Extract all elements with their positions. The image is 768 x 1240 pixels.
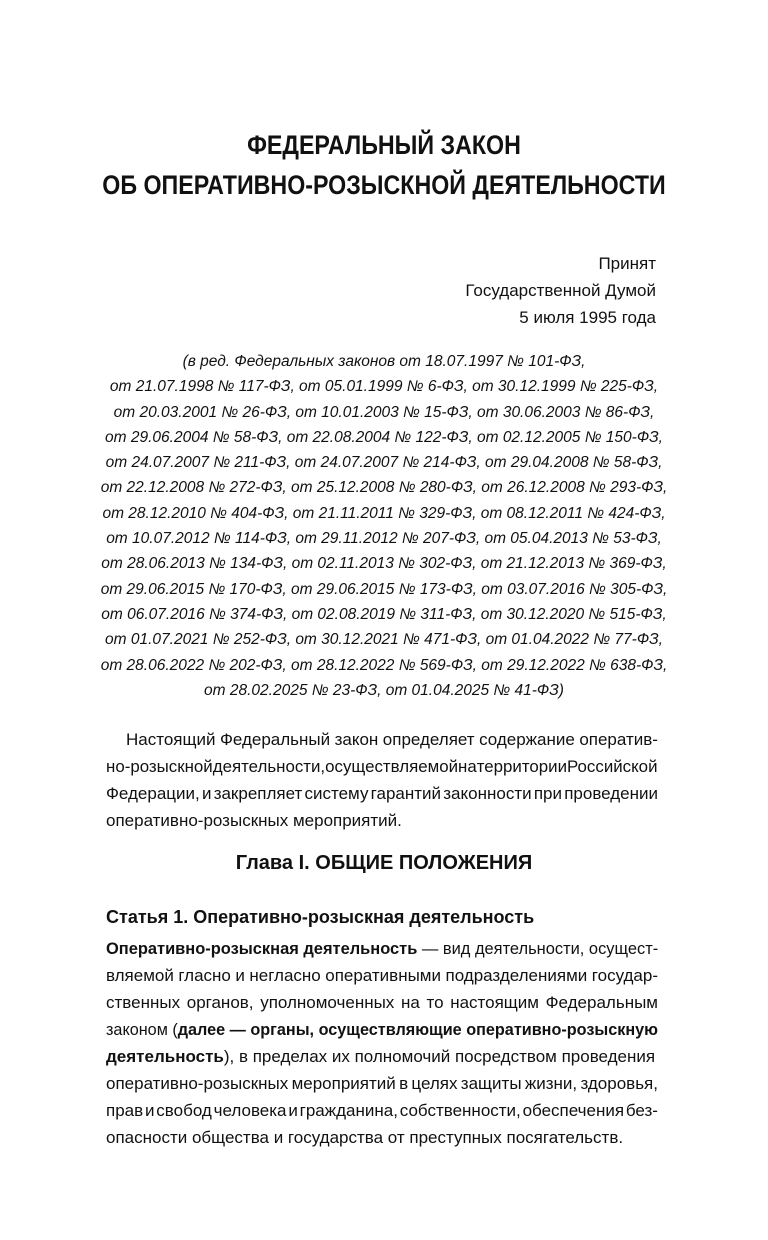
amendment-line: от 21.07.1998 № 117-ФЗ, от 05.01.1999 № 6-ФЗ, от 30.12.1999 № 225-ФЗ, (109, 378, 659, 396)
amendment-line: от 24.07.2007 № 211-ФЗ, от 24.07.2007 № 214-ФЗ, от 29.04.2008 № 58-ФЗ, (105, 454, 663, 472)
amendment-line: (в ред. Федеральных законов от 18.07.1997 № 101-ФЗ, (182, 353, 586, 370)
word: защиты (460, 1074, 522, 1093)
word: негласно (249, 966, 321, 985)
word: обеспечения (522, 1101, 625, 1120)
amendment-line: от 28.06.2013 № 134-ФЗ, от 02.11.2013 № 302-ФЗ, от 21.12.2013 № 369-ФЗ, (101, 555, 667, 573)
word: и (235, 966, 245, 985)
article-1-paragraph (106, 935, 658, 1151)
paragraph-line (106, 780, 658, 807)
word: закрепляет (213, 784, 303, 803)
word: территории (476, 757, 568, 776)
paragraph-line (106, 1043, 658, 1070)
paragraph-line (106, 1070, 658, 1097)
word: и (288, 1101, 298, 1120)
word: органов, (186, 993, 254, 1012)
text-fragment: — вид деятельности, осущест- (417, 939, 659, 958)
word: в (399, 1074, 409, 1093)
word: государ- (591, 966, 658, 985)
paragraph-line (106, 989, 658, 1016)
word: Федеральный (219, 730, 331, 749)
adoption-line: Принят (598, 254, 656, 273)
word: собственности, (399, 1101, 521, 1120)
word: вляемой (106, 966, 174, 985)
word: определяет (382, 730, 475, 749)
word: прав (106, 1101, 144, 1120)
paragraph-line (106, 1016, 659, 1043)
word: человека (213, 1101, 287, 1120)
word: Федеральным (545, 993, 658, 1012)
paragraph-line: опасности общества и государства от преступных посягательств. (106, 1128, 624, 1147)
word: Настоящий (126, 730, 216, 749)
adoption-line: Государственной Думой (465, 281, 656, 300)
text-fragment: ), в пределах их полномочий посредством проведения (223, 1047, 656, 1066)
word: жизни, (524, 1074, 578, 1093)
word: проведении (564, 784, 658, 803)
document-title-line2: ОБ ОПЕРАТИВНО-РОЗЫСКНОЙ ДЕЯТЕЛЬНОСТИ (102, 170, 666, 200)
amendment-line: от 22.12.2008 № 272-ФЗ, от 25.12.2008 № 280-ФЗ, от 26.12.2008 № 293-ФЗ, (100, 479, 668, 497)
adoption-line: 5 июля 1995 года (519, 308, 656, 327)
defined-term: далее — органы, осуществляющие оперативно-розыскную (177, 1020, 659, 1039)
word: на (458, 757, 477, 776)
defined-term: Оперативно-розыскная деятельность (106, 939, 418, 958)
paragraph-line (106, 753, 658, 780)
chapter-heading: Глава I. ОБЩИЕ ПОЛОЖЕНИЯ (235, 852, 533, 874)
word: гражданина, (299, 1101, 398, 1120)
word: деятельности, (212, 757, 326, 776)
text-fragment: законом ( (106, 1020, 178, 1039)
amendment-line: от 29.06.2004 № 58-ФЗ, от 22.08.2004 № 122-ФЗ, от 02.12.2005 № 150-ФЗ, (105, 428, 663, 446)
paragraph-line (106, 726, 658, 753)
amendment-line: от 28.12.2010 № 404-ФЗ, от 21.11.2011 № 329-ФЗ, от 08.12.2011 № 424-ФЗ, (102, 504, 666, 522)
word: Российской (567, 757, 658, 776)
word: мероприятий (291, 1074, 396, 1093)
word: систему (304, 784, 369, 803)
word: гарантий (370, 784, 442, 803)
word: и (144, 1101, 155, 1120)
word: подразделениями (445, 966, 588, 985)
word: здоровья, (580, 1074, 658, 1093)
word: при (533, 784, 562, 803)
word: оперативно-розыскных (106, 1074, 289, 1093)
paragraph-line (106, 935, 659, 962)
amendment-line: от 20.03.2001 № 26-ФЗ, от 10.01.2003 № 15-ФЗ, от 30.06.2003 № 86-ФЗ, (113, 403, 655, 421)
amendment-line: от 06.07.2016 № 374-ФЗ, от 02.08.2019 № 311-ФЗ, от 30.12.2020 № 515-ФЗ, (101, 605, 667, 623)
document-title-line1: ФЕДЕРАЛЬНЫЙ ЗАКОН (247, 130, 521, 160)
word: и (201, 784, 212, 803)
word: оператив- (579, 730, 658, 749)
amendment-line: от 01.07.2021 № 252-ФЗ, от 30.12.2021 № 471-ФЗ, от 01.04.2022 № 77-ФЗ, (105, 631, 663, 649)
word: содержание (479, 730, 575, 749)
word: гласно (178, 966, 231, 985)
adoption-note (465, 250, 656, 331)
amendment-line: от 29.06.2015 № 170-ФЗ, от 29.06.2015 № 173-ФЗ, от 03.07.2016 № 305-ФЗ, (100, 580, 668, 598)
word: настоящим (450, 993, 539, 1012)
word: оперативными (325, 966, 441, 985)
word: Федерации, (106, 784, 200, 803)
word: осуществляемой (325, 757, 459, 776)
word: законности (443, 784, 532, 803)
intro-paragraph (106, 726, 658, 834)
amendment-line: от 28.06.2022 № 202-ФЗ, от 28.12.2022 № 569-ФЗ, от 29.12.2022 № 638-ФЗ, (100, 656, 668, 674)
word: свобод (156, 1101, 212, 1120)
paragraph-line (106, 962, 658, 989)
amendments-list (0, 349, 768, 703)
word: закон (334, 730, 379, 749)
amendment-line: от 10.07.2012 № 114-ФЗ, от 29.11.2012 № 207-ФЗ, от 05.04.2013 № 53-ФЗ, (106, 530, 662, 548)
paragraph-line: оперативно-розыскных мероприятий. (106, 811, 402, 830)
word: целях (411, 1074, 458, 1093)
defined-term: деятельность (106, 1047, 224, 1066)
word: но-розыскной (106, 757, 213, 776)
paragraph-line (106, 1097, 658, 1124)
word: ственных (106, 993, 181, 1012)
word: без- (625, 1101, 658, 1120)
amendment-line: от 28.02.2025 № 23-ФЗ, от 01.04.2025 № 41-ФЗ) (204, 681, 564, 699)
article-heading: Статья 1. Оперативно-розыскная деятельность (106, 907, 535, 927)
word: уполномоченных (260, 993, 395, 1012)
word: на (400, 993, 420, 1012)
word: то (426, 993, 444, 1012)
